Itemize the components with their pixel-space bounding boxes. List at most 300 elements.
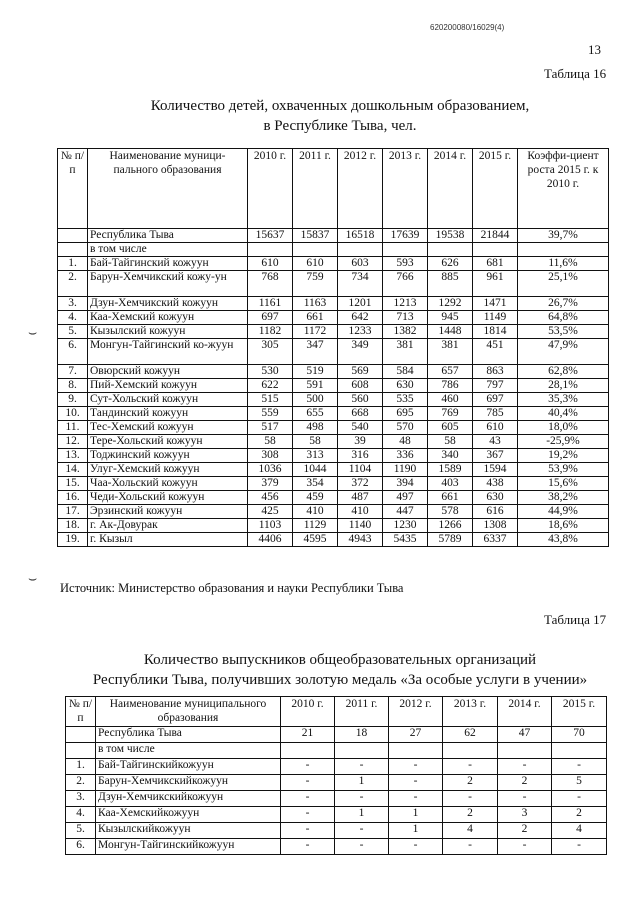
cell-v2010: 610	[248, 257, 293, 271]
cell-v2015: -	[552, 839, 607, 855]
cell-v2011: 1163	[293, 297, 338, 311]
cell-v2011: 1044	[293, 463, 338, 477]
cell-coef: 38,2%	[518, 491, 609, 505]
cell-v2013	[383, 243, 428, 257]
cell-v2010: -	[281, 775, 335, 791]
cell-name: Республика Тыва	[96, 727, 281, 743]
cell-v2010: -	[281, 759, 335, 775]
cell-v2013: 62	[443, 727, 498, 743]
cell-num: 3.	[66, 791, 96, 807]
cell-num: 16.	[58, 491, 88, 505]
cell-name: Пий-Хемский кожуун	[88, 379, 248, 393]
table16-row	[58, 393, 609, 407]
cell-num: 18.	[58, 519, 88, 533]
cell-name: Монгун-Тайгинскийкожуун	[96, 839, 281, 855]
cell-v2010: 1036	[248, 463, 293, 477]
cell-v2010: 425	[248, 505, 293, 519]
cell-v2010: 1103	[248, 519, 293, 533]
cell-v2011: 661	[293, 311, 338, 325]
cell-v2012: 1233	[338, 325, 383, 339]
cell-name: Тес-Хемский кожуун	[88, 421, 248, 435]
cell-v2012: 540	[338, 421, 383, 435]
table17-title-line2: Республики Тыва, получивших золотую медаль «За особые услуги в учении»	[92, 672, 588, 688]
cell-v2013: 2	[443, 775, 498, 791]
cell-v2013: 17639	[383, 229, 428, 243]
table16-row	[58, 379, 609, 393]
table16-row	[58, 311, 609, 325]
cell-name: Республика Тыва	[88, 229, 248, 243]
cell-v2014: 58	[428, 435, 473, 449]
cell-name: Бай-Тайгинский кожуун	[88, 257, 248, 271]
cell-num	[58, 243, 88, 257]
cell-v2012: -	[389, 791, 443, 807]
cell-v2012: 1140	[338, 519, 383, 533]
cell-name: Улуг-Хемский кожуун	[88, 463, 248, 477]
cell-v2014: 381	[428, 339, 473, 365]
table17-row	[66, 839, 607, 855]
cell-coef: 43,8%	[518, 533, 609, 547]
cell-v2010: 768	[248, 271, 293, 297]
cell-num: 12.	[58, 435, 88, 449]
cell-v2015: -	[552, 791, 607, 807]
table16-row	[58, 339, 609, 365]
header-2015: 2015 г.	[552, 697, 607, 727]
cell-v2011: 759	[293, 271, 338, 297]
cell-name: Дзун-Хемчикский кожуун	[88, 297, 248, 311]
table17-row	[66, 727, 607, 743]
cell-v2010: 21	[281, 727, 335, 743]
cell-v2014: 2	[498, 823, 552, 839]
cell-v2012: 27	[389, 727, 443, 743]
cell-v2014: 945	[428, 311, 473, 325]
header-2015: 2015 г.	[473, 149, 518, 229]
table16-title-line2: в Республике Тыва, чел.	[263, 118, 417, 134]
table16	[57, 148, 609, 547]
cell-v2013: 5435	[383, 533, 428, 547]
cell-name: Барун-Хемчикскийкожуун	[96, 775, 281, 791]
header-2014: 2014 г.	[498, 697, 552, 727]
cell-v2013: 1230	[383, 519, 428, 533]
cell-v2015: 4	[552, 823, 607, 839]
cell-v2012: 569	[338, 365, 383, 379]
cell-v2014: 1292	[428, 297, 473, 311]
cell-name: Овюрский кожуун	[88, 365, 248, 379]
cell-name: Эрзинский кожуун	[88, 505, 248, 519]
header-2013: 2013 г.	[443, 697, 498, 727]
cell-v2014: 19538	[428, 229, 473, 243]
cell-v2015: 438	[473, 477, 518, 491]
cell-v2015: 681	[473, 257, 518, 271]
document-stamp: 620200080/16029(4)	[430, 23, 505, 32]
cell-num	[58, 229, 88, 243]
table16-row	[58, 325, 609, 339]
table16-row	[58, 477, 609, 491]
cell-v2011: 1	[335, 807, 389, 823]
cell-v2014: -	[498, 759, 552, 775]
cell-name: Дзун-Хемчикскийкожуун	[96, 791, 281, 807]
cell-name: в том числе	[96, 743, 281, 759]
cell-v2014: 605	[428, 421, 473, 435]
cell-name: Тоджинский кожуун	[88, 449, 248, 463]
cell-v2013	[443, 743, 498, 759]
cell-v2015: 70	[552, 727, 607, 743]
cell-v2015: 451	[473, 339, 518, 365]
cell-v2010: 697	[248, 311, 293, 325]
cell-v2010: 622	[248, 379, 293, 393]
cell-v2012: 349	[338, 339, 383, 365]
cell-v2015: 1149	[473, 311, 518, 325]
cell-v2012: 4943	[338, 533, 383, 547]
cell-v2015: 616	[473, 505, 518, 519]
cell-v2013: -	[443, 791, 498, 807]
cell-v2013: 695	[383, 407, 428, 421]
table17-row	[66, 775, 607, 791]
cell-v2011: 313	[293, 449, 338, 463]
table16-row	[58, 449, 609, 463]
table17-title	[50, 650, 630, 690]
cell-v2010: -	[281, 807, 335, 823]
table16-row	[58, 365, 609, 379]
cell-num: 5.	[66, 823, 96, 839]
table17-row	[66, 807, 607, 823]
cell-v2013: 1190	[383, 463, 428, 477]
page-number: 13	[588, 42, 601, 57]
cell-v2013: 1213	[383, 297, 428, 311]
cell-coef	[518, 243, 609, 257]
table16-row	[58, 407, 609, 421]
cell-v2013: -	[443, 759, 498, 775]
header-2011: 2011 г.	[335, 697, 389, 727]
cell-v2015: 1471	[473, 297, 518, 311]
cell-v2014	[428, 243, 473, 257]
cell-v2014: 769	[428, 407, 473, 421]
cell-coef: 18,6%	[518, 519, 609, 533]
table16-header-row	[58, 149, 609, 229]
cell-name: Чаа-Хольский кожуун	[88, 477, 248, 491]
cell-coef: 28,1%	[518, 379, 609, 393]
cell-num: 10.	[58, 407, 88, 421]
cell-coef: 15,6%	[518, 477, 609, 491]
cell-v2015: 5	[552, 775, 607, 791]
cell-v2015: -	[552, 759, 607, 775]
cell-v2011: -	[335, 791, 389, 807]
cell-name: Монгун-Тайгинский ко-жуун	[88, 339, 248, 365]
cell-v2011: 1129	[293, 519, 338, 533]
cell-v2010: 305	[248, 339, 293, 365]
cell-v2012: 603	[338, 257, 383, 271]
cell-coef: 64,8%	[518, 311, 609, 325]
cell-v2014: -	[498, 839, 552, 855]
cell-coef: 35,3%	[518, 393, 609, 407]
cell-v2014: 786	[428, 379, 473, 393]
cell-num: 6.	[58, 339, 88, 365]
cell-v2014: -	[498, 791, 552, 807]
table16-source: Источник: Министерство образования и науки Республики Тыва	[60, 581, 404, 595]
cell-v2010: 559	[248, 407, 293, 421]
table17-row	[66, 743, 607, 759]
cell-v2012: 642	[338, 311, 383, 325]
cell-num: 3.	[58, 297, 88, 311]
cell-v2010: 517	[248, 421, 293, 435]
cell-v2015: 6337	[473, 533, 518, 547]
cell-name: в том числе	[88, 243, 248, 257]
cell-v2012: 372	[338, 477, 383, 491]
table16-row	[58, 519, 609, 533]
cell-v2014: 1266	[428, 519, 473, 533]
cell-v2014: 3	[498, 807, 552, 823]
header-2010: 2010 г.	[281, 697, 335, 727]
cell-num: 6.	[66, 839, 96, 855]
cell-v2012: 560	[338, 393, 383, 407]
cell-num: 2.	[66, 775, 96, 791]
table16-row	[58, 257, 609, 271]
cell-v2012: 1	[389, 823, 443, 839]
cell-v2010: -	[281, 823, 335, 839]
table16-row	[58, 271, 609, 297]
table16-title-line1: Количество детей, охваченных дошкольным образованием,	[150, 98, 530, 114]
cell-v2011: 354	[293, 477, 338, 491]
cell-num: 4.	[66, 807, 96, 823]
cell-num: 5.	[58, 325, 88, 339]
margin-mark: ⌣	[28, 572, 38, 587]
cell-v2014: 626	[428, 257, 473, 271]
cell-v2014: 340	[428, 449, 473, 463]
cell-name: Каа-Хемский кожуун	[88, 311, 248, 325]
cell-v2015: 21844	[473, 229, 518, 243]
cell-v2010: 1161	[248, 297, 293, 311]
cell-coef: 53,9%	[518, 463, 609, 477]
cell-v2014: 2	[498, 775, 552, 791]
cell-v2015: 697	[473, 393, 518, 407]
cell-v2012: 668	[338, 407, 383, 421]
table16-row	[58, 229, 609, 243]
cell-v2011: 610	[293, 257, 338, 271]
cell-v2011: 591	[293, 379, 338, 393]
cell-num: 17.	[58, 505, 88, 519]
cell-coef: 53,5%	[518, 325, 609, 339]
cell-v2015: 863	[473, 365, 518, 379]
cell-v2010: 379	[248, 477, 293, 491]
cell-v2013: 1382	[383, 325, 428, 339]
cell-v2015: 1814	[473, 325, 518, 339]
cell-num: 11.	[58, 421, 88, 435]
cell-num: 4.	[58, 311, 88, 325]
cell-coef: 44,9%	[518, 505, 609, 519]
header-coefficient: Коэффи-циент роста 2015 г. к 2010 г.	[518, 149, 609, 229]
header-2014: 2014 г.	[428, 149, 473, 229]
cell-v2013: 570	[383, 421, 428, 435]
cell-v2015: 961	[473, 271, 518, 297]
cell-v2013: -	[443, 839, 498, 855]
cell-v2015: 367	[473, 449, 518, 463]
cell-v2015: 43	[473, 435, 518, 449]
cell-v2011: 410	[293, 505, 338, 519]
cell-v2012: -	[389, 759, 443, 775]
cell-v2011: 1	[335, 775, 389, 791]
cell-v2011: 655	[293, 407, 338, 421]
cell-v2013: 766	[383, 271, 428, 297]
cell-v2011: 4595	[293, 533, 338, 547]
cell-name: г. Кызыл	[88, 533, 248, 547]
cell-v2012	[338, 243, 383, 257]
header-num: № п/п	[58, 149, 88, 229]
cell-v2014: 403	[428, 477, 473, 491]
table17-row	[66, 759, 607, 775]
cell-v2011: -	[335, 759, 389, 775]
cell-coef: 18,0%	[518, 421, 609, 435]
cell-v2011: 15837	[293, 229, 338, 243]
cell-v2014: 1589	[428, 463, 473, 477]
cell-coef: 40,4%	[518, 407, 609, 421]
header-2012: 2012 г.	[338, 149, 383, 229]
table17-row	[66, 823, 607, 839]
cell-v2013: 2	[443, 807, 498, 823]
cell-v2011: -	[335, 839, 389, 855]
cell-v2012: 487	[338, 491, 383, 505]
cell-v2015: 1594	[473, 463, 518, 477]
table17-row	[66, 791, 607, 807]
cell-name: Каа-Хемскийкожуун	[96, 807, 281, 823]
cell-num	[66, 743, 96, 759]
cell-name: Тандинский кожуун	[88, 407, 248, 421]
cell-v2013: 497	[383, 491, 428, 505]
cell-name: Тере-Хольский кожуун	[88, 435, 248, 449]
header-name: Наименование муниципального образования	[96, 697, 281, 727]
table16-row	[58, 297, 609, 311]
cell-coef: 62,8%	[518, 365, 609, 379]
table17-header-row	[66, 697, 607, 727]
cell-num: 1.	[58, 257, 88, 271]
cell-v2012: 734	[338, 271, 383, 297]
cell-v2013: 713	[383, 311, 428, 325]
table16-row	[58, 491, 609, 505]
cell-v2011: 1172	[293, 325, 338, 339]
cell-v2010: -	[281, 791, 335, 807]
cell-name: Кызылский кожуун	[88, 325, 248, 339]
cell-v2013: 336	[383, 449, 428, 463]
cell-v2012	[389, 743, 443, 759]
cell-v2013: 584	[383, 365, 428, 379]
cell-v2012: 316	[338, 449, 383, 463]
cell-coef: -25,9%	[518, 435, 609, 449]
table17-title-line1: Количество выпускников общеобразовательных организаций	[143, 652, 537, 668]
cell-name: Бай-Тайгинскийкожуун	[96, 759, 281, 775]
cell-v2010: 515	[248, 393, 293, 407]
cell-v2010: 1182	[248, 325, 293, 339]
table16-row	[58, 505, 609, 519]
cell-v2014	[498, 743, 552, 759]
cell-v2014: 5789	[428, 533, 473, 547]
header-2012: 2012 г.	[389, 697, 443, 727]
table16-title	[80, 96, 600, 136]
cell-num: 15.	[58, 477, 88, 491]
cell-v2014: 657	[428, 365, 473, 379]
cell-v2013: 48	[383, 435, 428, 449]
cell-num: 14.	[58, 463, 88, 477]
cell-v2015: 1308	[473, 519, 518, 533]
cell-v2012: 608	[338, 379, 383, 393]
cell-v2011: 459	[293, 491, 338, 505]
cell-coef: 39,7%	[518, 229, 609, 243]
cell-v2013: 4	[443, 823, 498, 839]
cell-v2015	[552, 743, 607, 759]
cell-coef: 26,7%	[518, 297, 609, 311]
header-name: Наименование муници-пального образования	[88, 149, 248, 229]
cell-v2012: 39	[338, 435, 383, 449]
cell-v2015: 630	[473, 491, 518, 505]
cell-v2013: 381	[383, 339, 428, 365]
cell-coef: 19,2%	[518, 449, 609, 463]
table17-label: Таблица 17	[544, 612, 607, 627]
cell-v2010	[248, 243, 293, 257]
table16-label: Таблица 16	[544, 66, 607, 81]
cell-v2011: 347	[293, 339, 338, 365]
cell-v2011	[293, 243, 338, 257]
cell-num: 9.	[58, 393, 88, 407]
cell-v2015: 2	[552, 807, 607, 823]
cell-num: 13.	[58, 449, 88, 463]
cell-v2012: -	[389, 839, 443, 855]
cell-v2012: 1	[389, 807, 443, 823]
cell-v2014: 578	[428, 505, 473, 519]
table16-row	[58, 243, 609, 257]
cell-v2010: 308	[248, 449, 293, 463]
cell-name: г. Ак-Довурак	[88, 519, 248, 533]
header-num: № п/п	[66, 697, 96, 727]
cell-v2011: 519	[293, 365, 338, 379]
cell-v2011: 498	[293, 421, 338, 435]
cell-v2010: 456	[248, 491, 293, 505]
cell-v2011	[335, 743, 389, 759]
cell-num: 8.	[58, 379, 88, 393]
cell-v2010: 530	[248, 365, 293, 379]
cell-v2010: 15637	[248, 229, 293, 243]
cell-v2010	[281, 743, 335, 759]
cell-v2011: -	[335, 823, 389, 839]
cell-v2015: 785	[473, 407, 518, 421]
cell-v2014: 47	[498, 727, 552, 743]
table16-row	[58, 421, 609, 435]
cell-v2012: -	[389, 775, 443, 791]
cell-name: Кызылскийкожуун	[96, 823, 281, 839]
cell-v2011: 18	[335, 727, 389, 743]
table16-row	[58, 463, 609, 477]
cell-num: 1.	[66, 759, 96, 775]
cell-name: Сут-Хольский кожуун	[88, 393, 248, 407]
cell-name: Барун-Хемчикский кожу-ун	[88, 271, 248, 297]
cell-v2012: 16518	[338, 229, 383, 243]
header-2010: 2010 г.	[248, 149, 293, 229]
cell-num: 19.	[58, 533, 88, 547]
table17	[65, 696, 607, 855]
header-2011: 2011 г.	[293, 149, 338, 229]
cell-v2015: 610	[473, 421, 518, 435]
cell-num: 7.	[58, 365, 88, 379]
cell-coef: 47,9%	[518, 339, 609, 365]
cell-v2012: 1104	[338, 463, 383, 477]
cell-num	[66, 727, 96, 743]
header-2013: 2013 г.	[383, 149, 428, 229]
cell-v2012: 1201	[338, 297, 383, 311]
cell-v2014: 661	[428, 491, 473, 505]
cell-v2010: 58	[248, 435, 293, 449]
cell-v2013: 535	[383, 393, 428, 407]
cell-v2014: 885	[428, 271, 473, 297]
cell-v2011: 58	[293, 435, 338, 449]
table16-row	[58, 533, 609, 547]
cell-v2014: 1448	[428, 325, 473, 339]
cell-name: Чеди-Хольский кожуун	[88, 491, 248, 505]
